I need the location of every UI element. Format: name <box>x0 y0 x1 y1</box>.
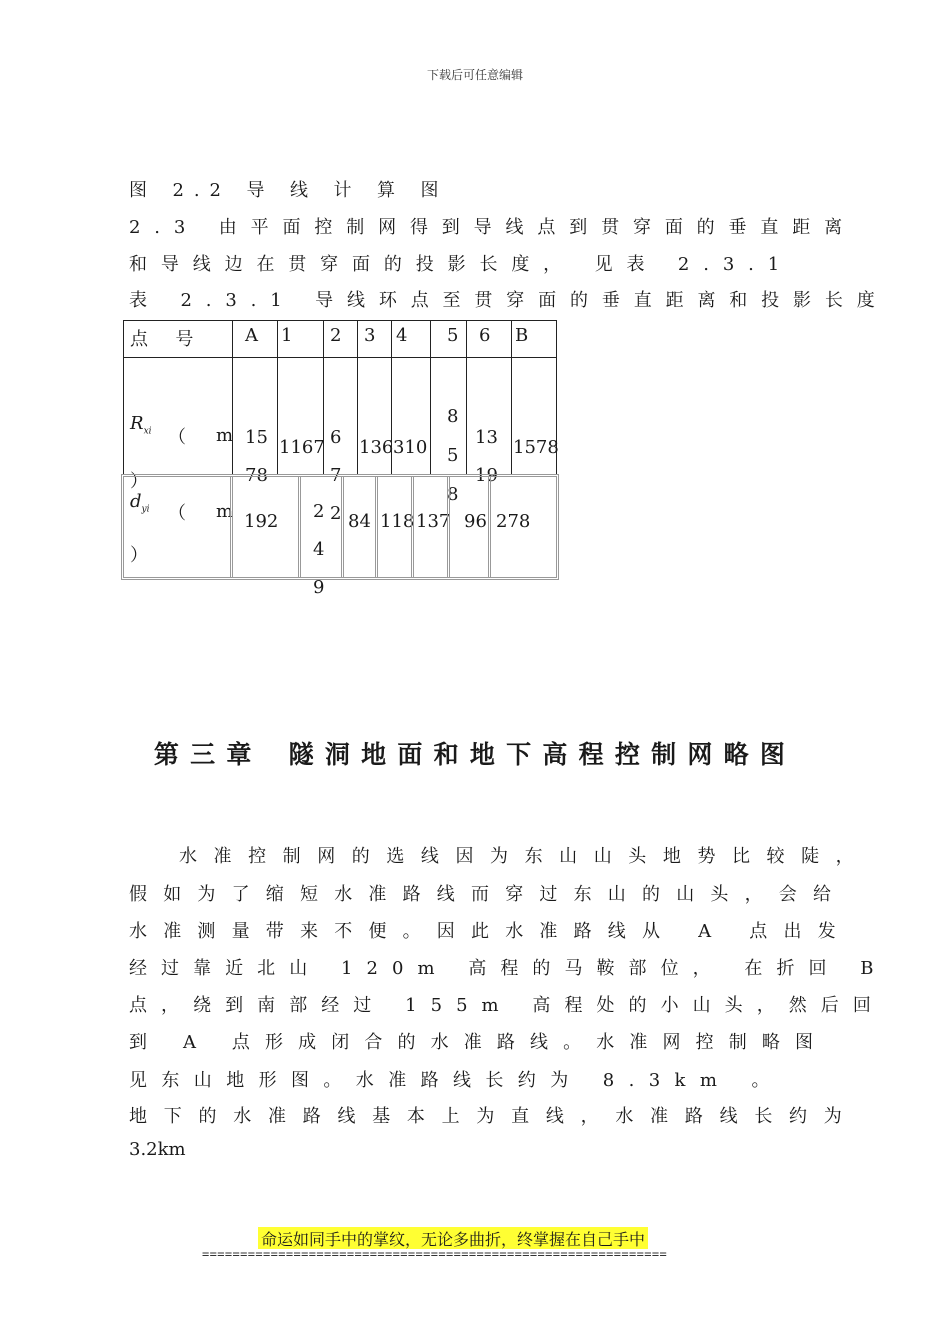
unit-paren: （ <box>168 503 186 524</box>
table-cell: 672 <box>323 357 357 474</box>
table-header-cell: 6 <box>466 321 511 357</box>
table-header-row <box>123 320 557 358</box>
body-line: 地下的水准路线基本上为直线，水准路线长约为 <box>129 1106 859 1127</box>
body-line: 3.2km <box>129 1139 186 1160</box>
footer-rule: ============================================================= <box>202 1247 668 1261</box>
table-cell: 136 <box>357 357 391 474</box>
table-header-cell: 2 <box>323 321 357 357</box>
paragraph-line: 2.3 由平面控制网得到导线点到贯穿面的垂直距离 <box>129 217 856 238</box>
chapter-title <box>0 735 950 771</box>
unit-label: m <box>216 425 234 446</box>
page-header: 下载后可任意编辑 <box>426 68 523 82</box>
body-line: 点，绕到南部经过 155m 高程处的小山头，然后回 <box>129 995 885 1016</box>
table-cell: 118 <box>375 477 411 577</box>
table-cell: 84 <box>341 477 375 577</box>
table-cell: 192 <box>230 477 298 577</box>
table-header-cell: B <box>511 321 557 357</box>
paragraph-line: 和导线边在贯穿面的投影长度， 见表 2.3.1 <box>129 254 794 275</box>
unit-paren: ） <box>130 471 148 492</box>
table-cell: 858 <box>430 357 466 474</box>
table-header-cell: 4 <box>391 321 430 357</box>
table-cell: 96 <box>447 477 488 577</box>
unit-paren: （ <box>168 427 186 448</box>
chapter-number: 第三章 <box>153 740 263 769</box>
body-line: 见东山地形图。水准路线长约为 8.3km 。 <box>129 1070 784 1091</box>
table-header-cell: 5 <box>430 321 466 357</box>
table-header-cell: 3 <box>357 321 391 357</box>
table-row-d <box>121 474 559 598</box>
table-cell: 137 <box>411 477 447 577</box>
footer-motto: 命运如同手中的掌纹，无论多曲折，终掌握在自己手中 <box>258 1227 648 1249</box>
unit-label: m <box>216 501 234 522</box>
body-line: 假如为了缩短水准路线而穿过东山的山头，会给 <box>129 884 848 905</box>
unit-paren: ） <box>130 545 148 566</box>
table-cell: 1578 <box>511 357 557 474</box>
figure-caption: 图 2.2 导 线 计 算 图 <box>129 180 449 201</box>
table-caption: 表 2.3.1 导线环点至贯穿面的垂直距离和投影长度 <box>129 290 889 311</box>
table-cell: 278 <box>488 477 556 577</box>
body-line: 水准控制网的选线因为东山山头地势比较陡， <box>179 846 871 867</box>
table-cell: 1319 <box>466 357 511 474</box>
chapter-heading: 隧洞地面和地下高程控制网略图 <box>288 740 797 769</box>
body-line: 到 A 点形成闭合的水准路线。水准网控制略图 <box>129 1032 829 1053</box>
r-symbol: $R_{xi}$ <box>130 413 152 437</box>
table-header-cell: A <box>232 321 277 357</box>
table-cell: 1167 <box>277 357 323 474</box>
table-cell: 1578 <box>232 357 277 474</box>
d-symbol: $d_{yi}$ <box>130 491 150 515</box>
header-label: 点 号 <box>130 329 205 350</box>
table-cell: 249 <box>298 477 341 577</box>
body-line: 经过靠近北山 120m 高程的马鞍部位， 在折回 B <box>129 958 888 979</box>
body-line: 水准测量带来不便。因此水准路线从 A 点出发 <box>129 921 852 942</box>
table-cell: 310 <box>391 357 430 474</box>
table-header-cell: 1 <box>277 321 323 357</box>
